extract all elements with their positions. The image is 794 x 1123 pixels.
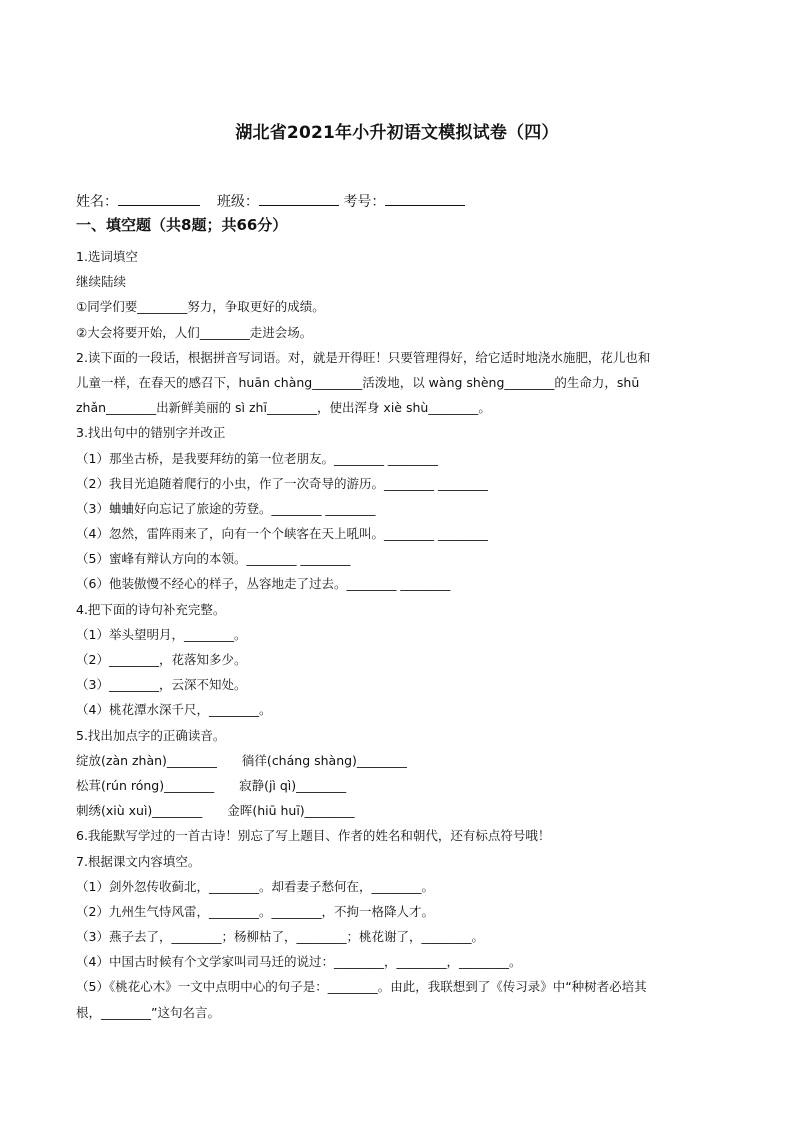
question-line: zhǎn________出新鲜美丽的 sì zhī________，使出浑身 xiè shù________。 xyxy=(76,400,491,416)
question-line: （2）九州生气恃风雷，________。________，不拘一格降人才。 xyxy=(76,903,434,919)
question-line: 根，________”这句名言。 xyxy=(76,1004,220,1020)
question-line: 继续陆续 xyxy=(76,274,127,290)
question-line: 刺绣(xiù xuì)________ 金晖(hiū huī)________ xyxy=(76,803,355,819)
question-line: （3）________，云深不知处。 xyxy=(76,677,247,693)
class-label: 班级： xyxy=(216,194,259,210)
question-line: ②大会将要开始，人们________走进会场。 xyxy=(76,324,313,340)
section-heading: 一、填空题（共8题；共66分） xyxy=(76,216,288,234)
question-line: ①同学们要________努力，争取更好的成绩。 xyxy=(76,299,325,315)
question-line: 绽放(zàn zhàn)________ 徜徉(cháng shàng)________ xyxy=(76,752,407,768)
question-line: （1）那坐古桥，是我要拜纺的第一位老朋友。________ ________ xyxy=(76,450,438,466)
exam-no-blank[interactable] xyxy=(385,192,465,206)
question-line: （5）蜜峰有辩认方向的本领。________ ________ xyxy=(76,551,351,567)
question-line: （1）剑外忽传收蓟北，________。却看妻子愁何在，________。 xyxy=(76,878,434,894)
student-info-row xyxy=(76,191,465,211)
name-blank[interactable] xyxy=(118,192,200,206)
question-line: 7.根据课文内容填空。 xyxy=(76,853,201,869)
question-line: 5.找出加点字的正确读音。 xyxy=(76,727,226,743)
question-line: （3）蛐蛐好向忘记了旅途的劳登。________ ________ xyxy=(76,500,376,516)
class-blank[interactable] xyxy=(259,192,339,206)
question-line: （2）我目光追随着爬行的小虫，作了一次奇导的游历。________ ________ xyxy=(76,475,488,491)
question-line: （4）中国古时候有个文学家叫司马迁的说过：________，________，________。 xyxy=(76,954,522,970)
exam-no-label: 考号： xyxy=(343,194,386,210)
question-line: （4）忽然，雷阵雨来了，向有一个个峡客在天上吼叫。________ ________ xyxy=(76,526,488,542)
question-line: 1.选词填空 xyxy=(76,249,138,264)
question-line: （2）________，花落知多少。 xyxy=(76,652,247,667)
question-line: 3.找出句中的错别字并改正 xyxy=(76,425,226,441)
question-line: （3）燕子去了，________；杨柳枯了，________；桃花谢了，________。 xyxy=(76,929,484,945)
page-title: 湖北省2021年小升初语文模拟试卷（四） xyxy=(235,123,559,143)
question-line: （5）《桃花心木》一文中点明中心的句子是：________。由此，我联想到了《传习录》中“种树者必培其 xyxy=(76,979,647,995)
question-list xyxy=(76,244,726,1025)
question-line: 松茸(rún róng)________ 寂静(jì qì)________ xyxy=(76,777,347,793)
question-line: 2.读下面的一段话，根据拼音写词语。对，就是开得旺！只要管理得好，给它适时地浇水施肥，花儿也和 xyxy=(76,349,651,365)
question-line: 儿童一样，在春天的感召下，huān chàng________活泼地，以 wàng shèng________的生命力，shū xyxy=(76,374,640,390)
question-line: 4.把下面的诗句补充完整。 xyxy=(76,601,226,617)
question-line: （6）他装傲慢不经心的样子，丛容地走了过去。________ ________ xyxy=(76,576,451,592)
name-label: 姓名： xyxy=(76,194,118,210)
question-line: （1）举头望明月，________。 xyxy=(76,626,247,642)
question-line: 6.我能默写学过的一首古诗！别忘了写上题目、作者的姓名和朝代，还有标点符号哦！ xyxy=(76,828,551,844)
question-line: （4）桃花潭水深千尺，________。 xyxy=(76,702,272,718)
